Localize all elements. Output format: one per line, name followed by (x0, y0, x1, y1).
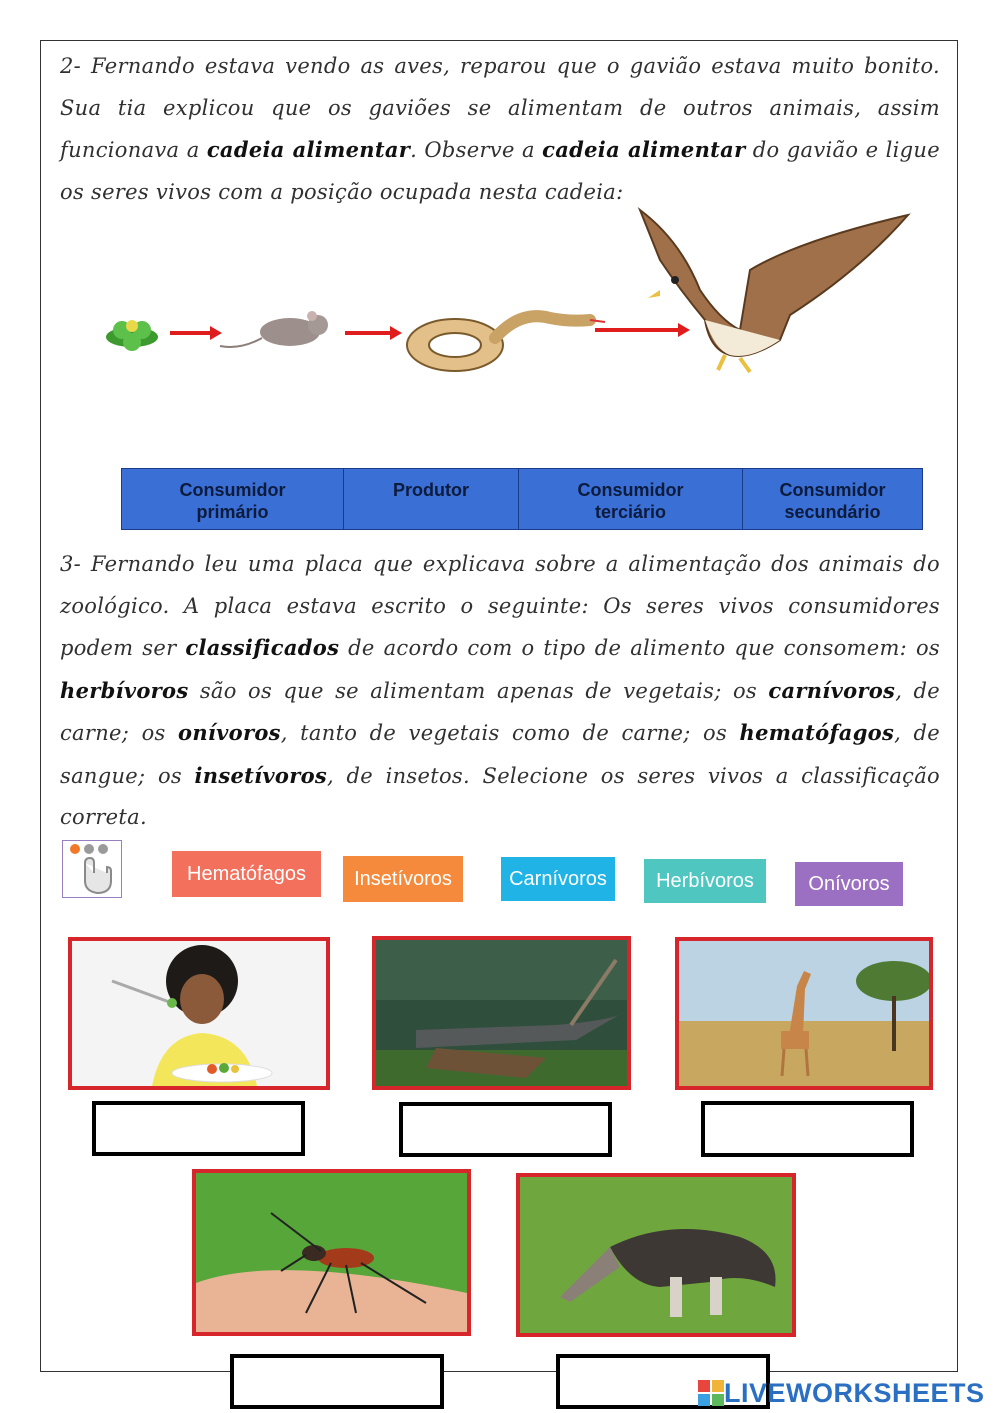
question-3-text: 3- Fernando leu uma placa que explicava sobre a alimentação dos animais do zoológico. A placa estava escrito o seguinte: Os seres vivos consumidores podem ser classificados de acordo com o tipo de alimento que consomem: os herbívoros são os que se alimentam apenas de vegetais; os carnívoros, de carne; os onívoros, tanto de vegetais como de carne; os hematófagos, de sangue; os insetívoros, de insetos. Selecione os seres vivos a classificação correta. (60, 552, 941, 829)
question-2-text: 2- Fernando estava vendo as aves, reparou que o gavião estava muito bonito. Sua tia explicou que os gaviões se alimentam de outros animais, assim funcionava a cadeia alimentar. Observe a cadeia alimentar do gavião e ligue os seres vivos com a posição ocupada nesta cadeia: (60, 54, 940, 204)
mouse-icon (220, 311, 328, 347)
table-cell[interactable]: Consumidor primário (122, 469, 344, 529)
tag-onivoros[interactable]: Onívoros (795, 862, 903, 906)
arrow-icon (595, 323, 690, 337)
answer-box-alligator[interactable] (399, 1102, 612, 1157)
flower-icon (106, 320, 158, 351)
table-cell[interactable]: Consumidor terciário (519, 469, 743, 529)
tag-carnivoros[interactable]: Carnívoros (501, 857, 615, 901)
child-eating-photo (68, 937, 330, 1090)
tag-insetivoros[interactable]: Insetívoros (343, 856, 463, 902)
arrow-icon (345, 326, 402, 340)
mosquito-photo (192, 1169, 471, 1336)
hand-pointer-icon (62, 840, 122, 898)
liveworksheets-icon (698, 1380, 724, 1406)
tag-herbivoros[interactable]: Herbívoros (644, 859, 766, 903)
answer-box-mosquito[interactable] (230, 1354, 444, 1409)
answer-box-giraffe[interactable] (701, 1101, 914, 1157)
liveworksheets-logo: LIVEWORKSHEETS (698, 1378, 985, 1408)
table-cell[interactable]: Produtor (344, 469, 519, 529)
answer-box-child[interactable] (92, 1101, 305, 1156)
table-cell[interactable]: Consumidor secundário (779, 480, 886, 522)
giraffe-photo (675, 937, 933, 1090)
arrow-icon (170, 326, 222, 340)
tag-hematofagos[interactable]: Hematófagos (172, 851, 321, 897)
food-chain-illustration (100, 200, 920, 400)
food-chain-positions-table (121, 468, 923, 530)
anteater-photo (516, 1173, 796, 1337)
snake-icon (407, 316, 605, 371)
alligator-photo (372, 936, 631, 1090)
hawk-icon (640, 210, 908, 372)
